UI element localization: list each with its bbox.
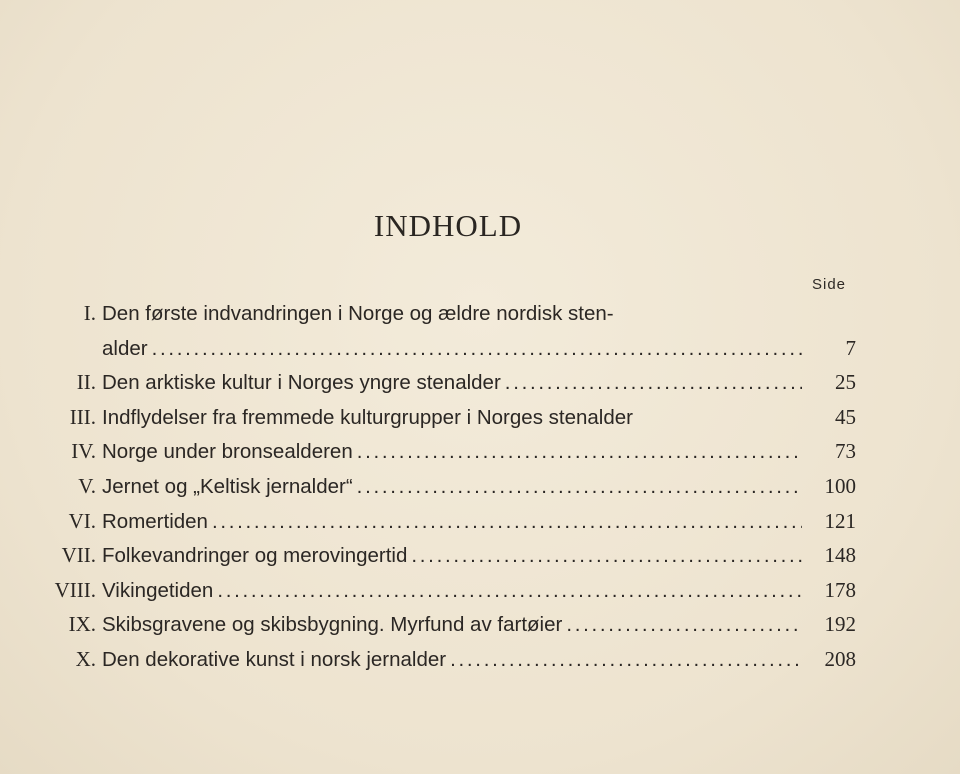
page-number: 25	[835, 370, 856, 395]
chapter-title: Indflydelser fra fremmede kulturgrupper i Norges stenalder	[102, 405, 633, 429]
toc-entry	[30, 573, 856, 608]
chapter-title: Romertiden	[102, 509, 208, 533]
toc-entry	[30, 296, 856, 331]
dot-leader	[505, 366, 802, 401]
page-column-label: Side	[812, 276, 847, 293]
chapter-title: Skibsgravene og skibsbygning. Myrfund av fartøier	[102, 613, 563, 637]
page-number: 73	[835, 439, 856, 464]
chapter-title: Folkevandringer og merovingertid	[102, 544, 408, 568]
chapter-numeral: VI.	[68, 508, 96, 533]
page-number: 45	[835, 404, 856, 429]
page-number: 208	[824, 646, 856, 671]
chapter-numeral: I.	[83, 301, 96, 325]
chapter-title: Jernet og „Keltisk jernalder“	[102, 474, 353, 498]
chapter-title: Vikingetiden	[102, 578, 214, 602]
table-of-contents	[30, 296, 856, 677]
toc-entry	[30, 642, 856, 677]
dot-leader	[152, 332, 802, 367]
chapter-numeral: II.	[76, 370, 96, 395]
dot-leader	[411, 539, 802, 574]
toc-entry	[30, 365, 856, 400]
page-number: 121	[824, 508, 856, 533]
page-title: INDHOLD	[373, 208, 523, 243]
page-number: 7	[845, 335, 856, 360]
chapter-numeral: X.	[75, 646, 96, 671]
dot-leader	[357, 470, 802, 505]
toc-entry	[30, 469, 856, 504]
chapter-numeral: IX.	[68, 612, 96, 637]
toc-entry	[30, 434, 856, 469]
chapter-numeral: VII.	[61, 543, 96, 568]
chapter-numeral: IV.	[71, 439, 96, 464]
toc-entry	[30, 504, 856, 539]
page-number: 178	[824, 577, 856, 602]
page-number: 100	[824, 473, 856, 498]
chapter-numeral: V.	[78, 473, 96, 498]
dot-leader	[357, 435, 802, 470]
chapter-title: Den dekorative kunst i norsk jernalder	[102, 647, 447, 671]
chapter-title: Norge under bronsealderen	[102, 440, 353, 464]
toc-entry	[30, 400, 856, 435]
dot-leader	[212, 505, 802, 540]
page-number: 148	[824, 543, 856, 568]
chapter-title: Den første indvandringen i Norge og ældre nordisk sten-	[102, 302, 614, 325]
toc-entry	[30, 607, 856, 642]
dot-leader	[566, 608, 802, 643]
page-number: 192	[824, 612, 856, 637]
toc-entry-continuation	[30, 331, 856, 366]
chapter-numeral: III.	[69, 404, 96, 429]
dot-leader	[217, 574, 802, 609]
toc-entry	[30, 538, 856, 573]
dot-leader	[450, 643, 802, 678]
chapter-title: Den arktiske kultur i Norges yngre stenalder	[102, 371, 501, 395]
chapter-numeral: VIII.	[54, 577, 96, 602]
chapter-title-continued: alder	[102, 336, 148, 360]
